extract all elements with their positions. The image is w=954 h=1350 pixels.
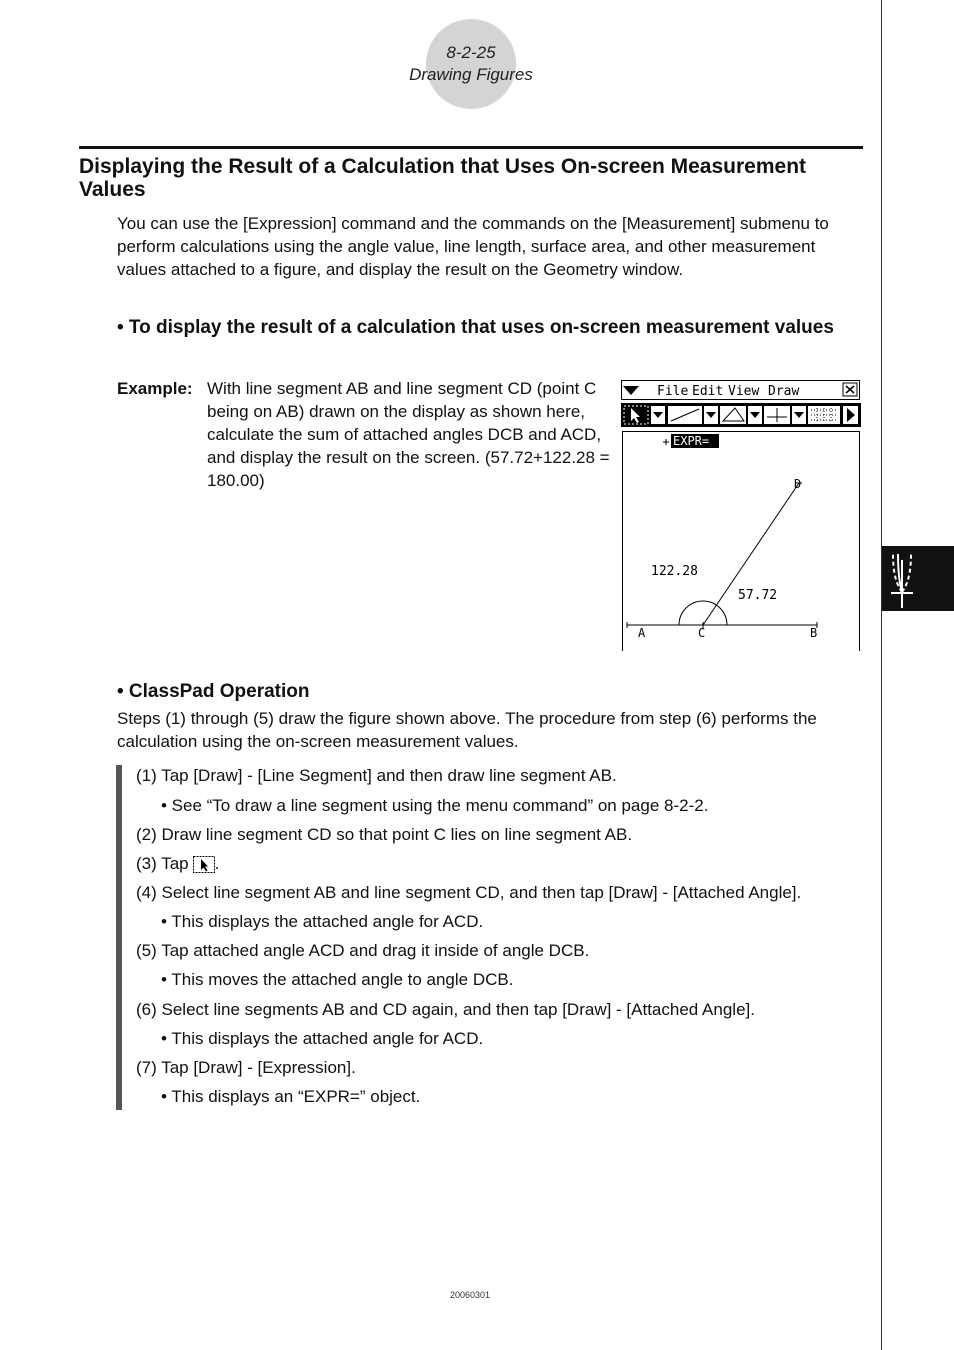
line-segment-tool-icon[interactable] xyxy=(668,406,702,424)
step-3 xyxy=(136,853,219,875)
dropdown-arrow-icon[interactable] xyxy=(651,406,665,424)
angle-label-122[interactable]: 122.28 xyxy=(651,564,698,579)
procedure-heading: • To display the result of a calculation that uses on-screen measurement values xyxy=(117,317,834,338)
triangle-tool-icon[interactable] xyxy=(720,406,746,424)
example-label: Example: xyxy=(117,379,193,398)
geometry-chapter-icon xyxy=(882,546,954,611)
menu-edit[interactable]: Edit xyxy=(692,384,724,399)
step-1-note: • See “To draw a line segment using the menu command” on page 8-2-2. xyxy=(161,796,709,815)
step-5: (5) Tap attached angle ACD and drag it inside of angle DCB. xyxy=(136,941,590,960)
footer-code: 20060301 xyxy=(449,1290,491,1300)
step-5-note: • This moves the attached angle to angle DCB. xyxy=(161,970,514,989)
section-name: Drawing Figures xyxy=(409,65,533,84)
page-number: 8-2-25 xyxy=(446,43,496,62)
operation-heading: • ClassPad Operation xyxy=(117,681,310,702)
point-label-c: C xyxy=(698,626,706,640)
step-1: (1) Tap [Draw] - [Line Segment] and then draw line segment AB. xyxy=(136,766,617,785)
dropdown-arrow-icon[interactable] xyxy=(792,406,806,424)
grid-tool-icon[interactable] xyxy=(808,406,840,424)
step-4: (4) Select line segment AB and line segment CD, and then tap [Draw] - [Attached Angle]. xyxy=(136,883,802,902)
step-7-note: • This displays an “EXPR=” object. xyxy=(161,1087,421,1106)
step-6-note: • This displays the attached angle for ACD. xyxy=(161,1029,484,1048)
expr-object[interactable] xyxy=(663,434,719,448)
margin-rule xyxy=(881,0,882,1350)
perpendicular-tool-icon[interactable] xyxy=(764,406,790,424)
step-3-suffix: . xyxy=(214,854,220,873)
svg-text:EXPR=: EXPR= xyxy=(673,434,710,448)
classpad-screenshot xyxy=(621,379,861,651)
title-rule xyxy=(79,146,863,149)
chapter-tab xyxy=(882,546,954,611)
step-7: (7) Tap [Draw] - [Expression]. xyxy=(136,1058,356,1077)
menu-draw[interactable]: Draw xyxy=(768,384,800,399)
angle-label-57[interactable]: 57.72 xyxy=(738,588,778,603)
close-window-icon[interactable] xyxy=(843,383,857,396)
select-tool-icon xyxy=(193,856,215,873)
scroll-right-icon[interactable] xyxy=(843,406,858,424)
steps-sidebar xyxy=(116,765,122,1110)
dropdown-arrow-icon[interactable] xyxy=(704,406,718,424)
example-text: With line segment AB and line segment CD (point C being on AB) drawn on the display as shown here, calculate the sum of attached angles DCB and ACD, and display the result on the screen. (57.72+122.28 = 180.00) xyxy=(207,379,610,490)
menu-view[interactable]: View xyxy=(728,384,760,399)
step-2: (2) Draw line segment CD so that point C lies on line segment AB. xyxy=(136,825,633,844)
step-4-note: • This displays the attached angle for ACD. xyxy=(161,912,484,931)
point-label-d: D xyxy=(794,477,802,491)
operation-intro: Steps (1) through (5) draw the figure shown above. The procedure from step (6) performs the calculation using the on-screen measurement values. xyxy=(117,709,817,751)
step-6: (6) Select line segments AB and CD again, and then tap [Draw] - [Attached Angle]. xyxy=(136,1000,755,1019)
dropdown-arrow-icon[interactable] xyxy=(748,406,762,424)
step-3-text: (3) Tap xyxy=(136,854,189,873)
intro-paragraph: You can use the [Expression] command and the commands on the [Measurement] submenu to perform calculations using the angle value, line length, surface area, and other measurement values attached to a figure, and display the result on the Geometry window. xyxy=(117,214,829,279)
header-badge xyxy=(426,19,516,109)
page-title: Displaying the Result of a Calculation that Uses On-screen Measurement Values xyxy=(79,155,807,201)
menu-file[interactable]: File xyxy=(657,384,689,399)
select-tool-icon[interactable] xyxy=(624,406,648,424)
point-label-b: B xyxy=(810,626,818,640)
geometry-window xyxy=(623,432,860,652)
point-label-a: A xyxy=(638,626,646,640)
